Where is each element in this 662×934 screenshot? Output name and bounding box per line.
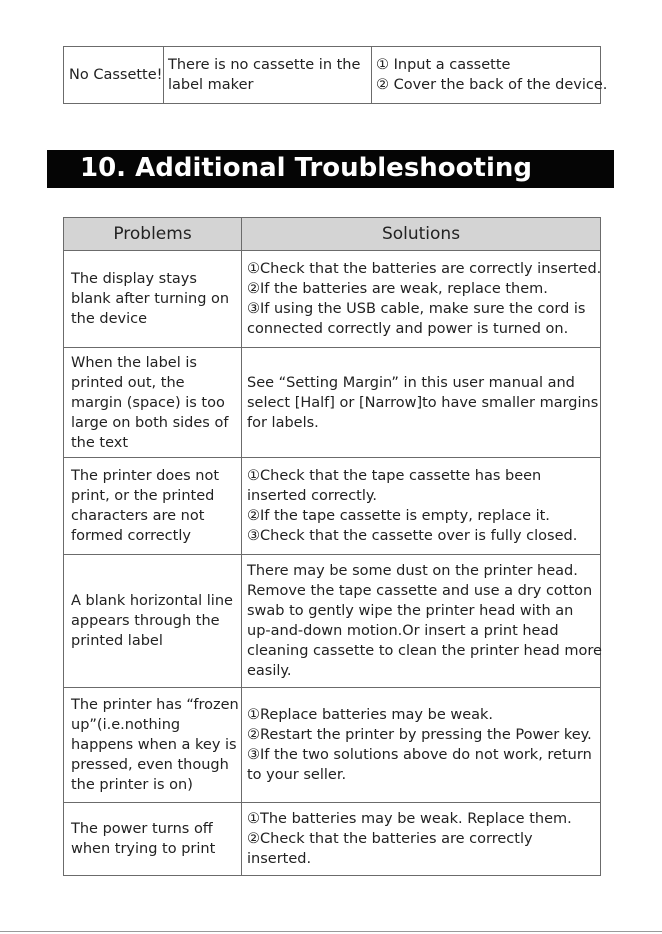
- solution-line: ②Check that the batteries are correctly: [247, 831, 533, 847]
- solution-line: ①The batteries may be weak. Replace them.: [247, 811, 572, 827]
- problem-line: appears through the: [71, 613, 220, 629]
- table-row: [64, 251, 601, 348]
- error-solution-cell: [372, 47, 608, 104]
- problem-cell: [64, 803, 242, 876]
- problem-line: happens when a key is: [71, 737, 237, 753]
- solution-cell: [242, 688, 601, 803]
- solution-line: for labels.: [247, 414, 319, 431]
- problem-line: characters are not: [71, 508, 205, 524]
- solution-cell: [242, 555, 601, 688]
- solution-line: connected correctly and power is turned on.: [247, 321, 569, 337]
- cause-line: There is no cassette in the: [168, 57, 361, 73]
- solution-line: swab to gently wipe the printer head with an: [247, 603, 574, 619]
- problem-line: the text: [71, 434, 129, 451]
- solution-line: There may be some dust on the printer head.: [247, 563, 578, 579]
- table-row: [64, 803, 601, 876]
- problem-line: up”(i.e.nothing: [71, 717, 181, 733]
- solution-line: easily.: [247, 663, 292, 679]
- error-cause-cell: [164, 47, 372, 104]
- solution-line: ①Check that the tape cassette has been: [247, 468, 542, 484]
- problem-line: The printer has “frozen: [71, 697, 239, 713]
- error-name-cell: [64, 47, 164, 104]
- solution-line: up-and-down motion.Or insert a print head: [247, 623, 559, 639]
- solution-line: ② Cover the back of the device.: [376, 77, 608, 93]
- table-row: [64, 348, 601, 458]
- problem-line: formed correctly: [71, 528, 191, 544]
- table-header-row: [64, 218, 601, 251]
- solution-line: ②If the tape cassette is empty, replace it.: [247, 508, 550, 524]
- problem-line: The power turns off: [71, 821, 213, 837]
- solution-line: ③If the two solutions above do not work, return: [247, 747, 592, 763]
- solution-line: inserted correctly.: [247, 488, 377, 504]
- problem-line: printed label: [71, 633, 163, 649]
- problems-column-header: Problems: [64, 218, 242, 251]
- solution-cell: [242, 348, 601, 458]
- problem-line: pressed, even though: [71, 757, 229, 773]
- problem-line: the device: [71, 311, 148, 327]
- table-row: [64, 458, 601, 555]
- solution-line: cleaning cassette to clean the printer head more: [247, 643, 602, 659]
- table-row: [64, 47, 601, 104]
- solution-line: to your seller.: [247, 767, 347, 783]
- solution-line: ①Replace batteries may be weak.: [247, 707, 494, 723]
- problem-cell: [64, 348, 242, 458]
- cause-line: label maker: [168, 77, 254, 93]
- problem-cell: [64, 251, 242, 348]
- solution-line: Remove the tape cassette and use a dry cotton: [247, 583, 593, 599]
- solution-line: ① Input a cassette: [376, 57, 511, 73]
- problem-line: print, or the printed: [71, 488, 215, 504]
- problem-line: blank after turning on: [71, 291, 230, 307]
- solution-line: ③If using the USB cable, make sure the cord is: [247, 301, 586, 317]
- page-bottom-rule: [0, 931, 662, 932]
- solution-line: select [Half] or [Narrow]to have smaller margins: [247, 394, 599, 411]
- problem-cell: [64, 458, 242, 555]
- section-heading-bar: [47, 150, 614, 188]
- troubleshooting-table: [63, 217, 601, 876]
- table-row: [64, 555, 601, 688]
- table-row: [64, 688, 601, 803]
- solution-line: inserted.: [247, 851, 312, 867]
- solution-line: ③Check that the cassette over is fully closed.: [247, 528, 578, 544]
- solution-cell: [242, 458, 601, 555]
- problem-line: large on both sides of: [71, 414, 229, 431]
- section-heading: 10. Additional Troubleshooting: [80, 153, 532, 183]
- problem-line: printed out, the: [71, 374, 185, 391]
- problem-line: when trying to print: [71, 841, 216, 857]
- error-name: No Cassette!: [69, 67, 163, 83]
- problem-cell: [64, 555, 242, 688]
- solutions-column-header: Solutions: [242, 218, 601, 251]
- problem-line: A blank horizontal line: [71, 593, 233, 609]
- solution-line: ①Check that the batteries are correctly inserted.: [247, 261, 602, 277]
- problem-cell: [64, 688, 242, 803]
- cassette-error-table: [63, 46, 608, 104]
- solution-cell: [242, 251, 601, 348]
- solution-line: See “Setting Margin” in this user manual and: [247, 374, 575, 391]
- problem-line: the printer is on): [71, 777, 193, 793]
- problem-line: margin (space) is too: [71, 394, 225, 411]
- problem-line: The printer does not: [71, 468, 220, 484]
- solution-cell: [242, 803, 601, 876]
- problem-line: When the label is: [71, 354, 197, 371]
- solution-line: ②Restart the printer by pressing the Power key.: [247, 727, 592, 743]
- solution-line: ②If the batteries are weak, replace them.: [247, 281, 548, 297]
- problem-line: The display stays: [71, 271, 197, 287]
